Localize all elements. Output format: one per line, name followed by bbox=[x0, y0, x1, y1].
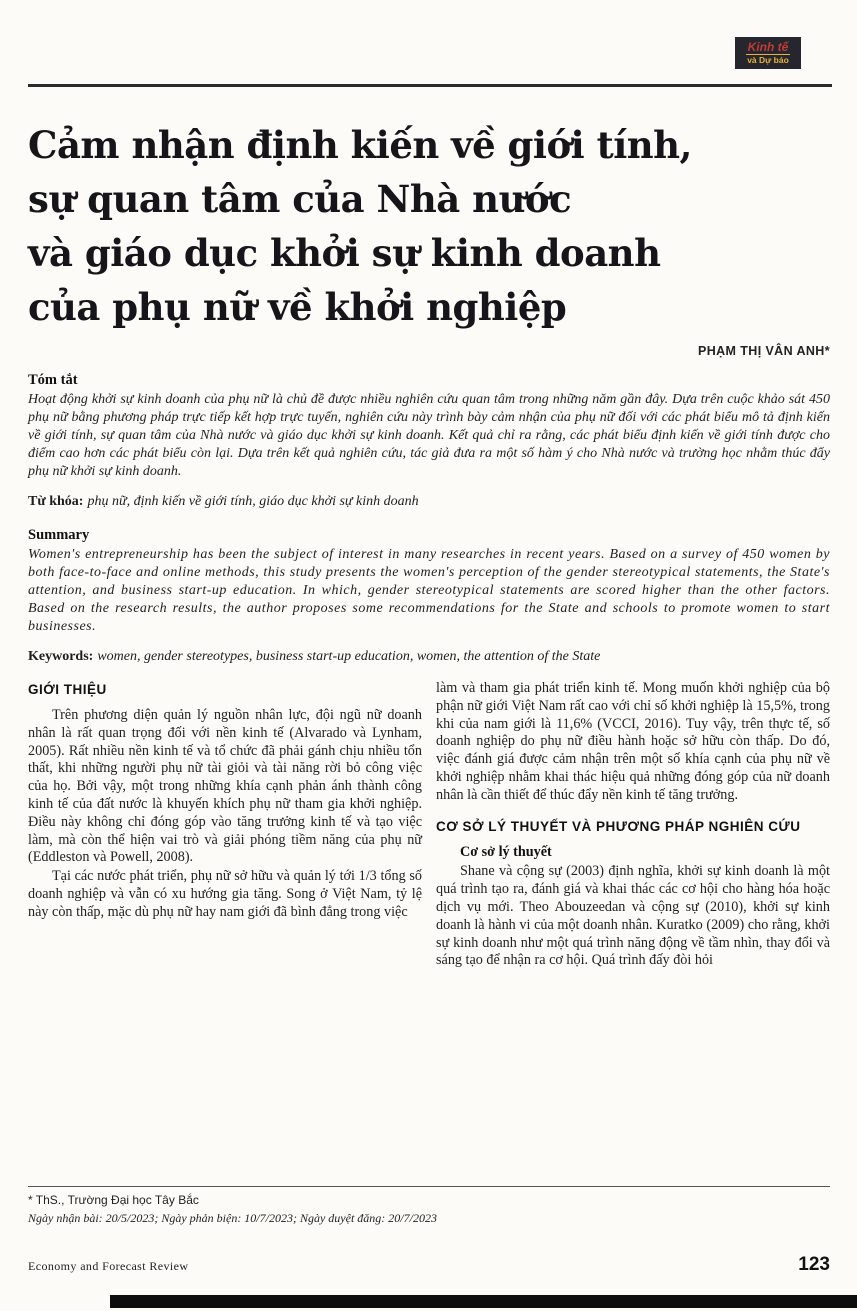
article-title-line: và giáo dục khởi sự kinh doanh bbox=[28, 231, 661, 275]
footnote-dates: Ngày nhận bài: 20/5/2023; Ngày phản biện: 10/7/2023; Ngày duyệt đăng: 20/7/2023 bbox=[28, 1211, 437, 1225]
keywords-vi-text: phụ nữ, định kiến về giới tính, giáo dục khởi sự kinh doanh bbox=[87, 494, 419, 509]
journal-footer-name: Economy and Forecast Review bbox=[28, 1259, 189, 1273]
footnote bbox=[28, 1186, 830, 1226]
theory-paragraph-1: Shane và cộng sự (2003) định nghĩa, khởi sự kinh doanh là một quá trình tạo ra, đánh giá và khai thác các cơ hội cho hàng hóa hoặc dịch vụ mới. Theo Abouzeedan và cộng sự (2010), khởi sự kinh doanh là hành vi của một doanh nhân. Kuratko (2009) cho rằng, khởi sự kinh doanh như một quá trình năng động về tầm nhìn, thay đổi và sáng tạo để nhận ra cơ hội. Quá trình đấy đòi hỏi bbox=[436, 863, 830, 969]
article-title bbox=[28, 118, 830, 334]
page-number: 123 bbox=[798, 1254, 830, 1275]
theory-subheading: Cơ sở lý thuyết bbox=[460, 843, 552, 860]
keywords-vi bbox=[28, 493, 830, 511]
abstract-vi-heading: Tóm tắt bbox=[28, 372, 78, 388]
keywords-en-text: women, gender stereotypes, business start-up education, women, the attention of the State bbox=[97, 649, 601, 664]
author-name: PHẠM THỊ VÂN ANH* bbox=[697, 344, 830, 358]
summary-en-heading: Summary bbox=[28, 527, 90, 543]
journal-logo-line1: Kinh tế bbox=[747, 39, 789, 54]
article-title-line: của phụ nữ về khởi nghiệp bbox=[28, 285, 567, 329]
intro-paragraph-2: Tại các nước phát triển, phụ nữ sở hữu và quản lý tới 1/3 tổng số doanh nghiệp và vẫn có xu hướng gia tăng. Song ở Việt Nam, tỷ lệ này còn thấp, mặc dù phụ nữ hay nam giới đã bình đẳng trong việc bbox=[28, 868, 422, 920]
journal-logo-line2: và Dự báo bbox=[747, 55, 789, 66]
abstract-vi-section bbox=[28, 372, 830, 481]
summary-en-section bbox=[28, 527, 830, 636]
page-footer bbox=[28, 1254, 830, 1276]
intro-paragraph-continuation: làm và tham gia phát triển kinh tế. Mong muốn khởi nghiệp của bộ phận nữ giới Việt Nam rất cao với chỉ số khởi nghiệp là 15,5%, trong khi của nam giới là 11,6% (VCCI, 2016). Tuy vậy, trên thực tế, số doanh nghiệp do phụ nữ điều hành hoặc sở hữu còn thấp. Do đó, việc đánh giá được cảm nhận trên một số khía cạnh của phụ nữ về khởi nghiệp nhằm khai thác hiệu quả những đóng góp của nữ doanh nhân là cần thiết để thúc đẩy nền kinh tế tăng trưởng. bbox=[436, 680, 830, 803]
header-rule bbox=[28, 84, 832, 87]
bottom-black-bar bbox=[110, 1295, 857, 1308]
left-column bbox=[28, 680, 422, 970]
abstract-vi-body: Hoạt động khởi sự kinh doanh của phụ nữ là chủ đề được nhiều nghiên cứu quan tâm trong những năm gần đây. Dựa trên cuộc khảo sát 450 phụ nữ bằng phương pháp trực tiếp kết hợp trực tuyến, nghiên cứu này trình bày cảm nhận của phụ nữ đối với các phát biểu mô tả định kiến về giới tính, sự quan tâm của Nhà nước và giáo dục khởi sự kinh doanh. Kết quả chỉ ra rằng, các phát biểu định kiến về giới tính được cho điểm cao hơn các phát biểu còn lại. Dựa trên kết quả nghiên cứu, tác giả đưa ra một số hàm ý cho Nhà nước và trường học nhằm thúc đẩy phụ nữ khởi sự kinh doanh. bbox=[28, 392, 830, 479]
footnote-affiliation: * ThS., Trường Đại học Tây Bắc bbox=[28, 1193, 199, 1207]
article-title-line: Cảm nhận định kiến về giới tính, bbox=[28, 123, 692, 167]
body-columns bbox=[28, 680, 830, 970]
intro-heading: GIỚI THIỆU bbox=[28, 682, 107, 697]
right-column bbox=[436, 680, 830, 970]
theory-section-heading: CƠ SỞ LÝ THUYẾT VÀ PHƯƠNG PHÁP NGHIÊN CỨU bbox=[436, 818, 801, 834]
summary-en-body: Women's entrepreneurship has been the subject of interest in many researches in recent years. Based on a survey of 450 women by both face-to-face and online methods, this study presents the women's perception of the gender stereotypical statements, the State's attention, and business start-up education. In which, gender stereotypical statements are scored higher than the other factors. Based on the research results, the author proposes some recommendations for the State and schools to promote women to start businesses. bbox=[28, 547, 830, 634]
article-title-line: sự quan tâm của Nhà nước bbox=[28, 177, 572, 221]
keywords-en bbox=[28, 648, 830, 666]
intro-paragraph-1: Trên phương diện quản lý nguồn nhân lực, đội ngũ nữ doanh nhân là rất quan trọng đối với nền kinh tế (Alvarado và Lynham, 2005). Rất nhiều nền kinh tế và tổ chức đã phải gánh chịu nhiều tổn thất, khi những người phụ nữ tài giỏi và tài năng rời bỏ công việc của họ. Bởi vậy, một trong những khía cạnh phản ánh thành công kinh tế của đất nước là khuyến khích phụ nữ tham gia khởi nghiệp. Điều này không chỉ đóng góp vào tăng trưởng kinh tế và tạo việc làm, mà còn thể hiện vai trò và giải phóng tiềm năng của phụ nữ (Eddleston và Powell, 2008). bbox=[28, 707, 422, 866]
journal-logo bbox=[735, 37, 801, 69]
keywords-vi-label: Từ khóa: bbox=[28, 494, 84, 509]
keywords-en-label: Keywords: bbox=[28, 649, 94, 664]
